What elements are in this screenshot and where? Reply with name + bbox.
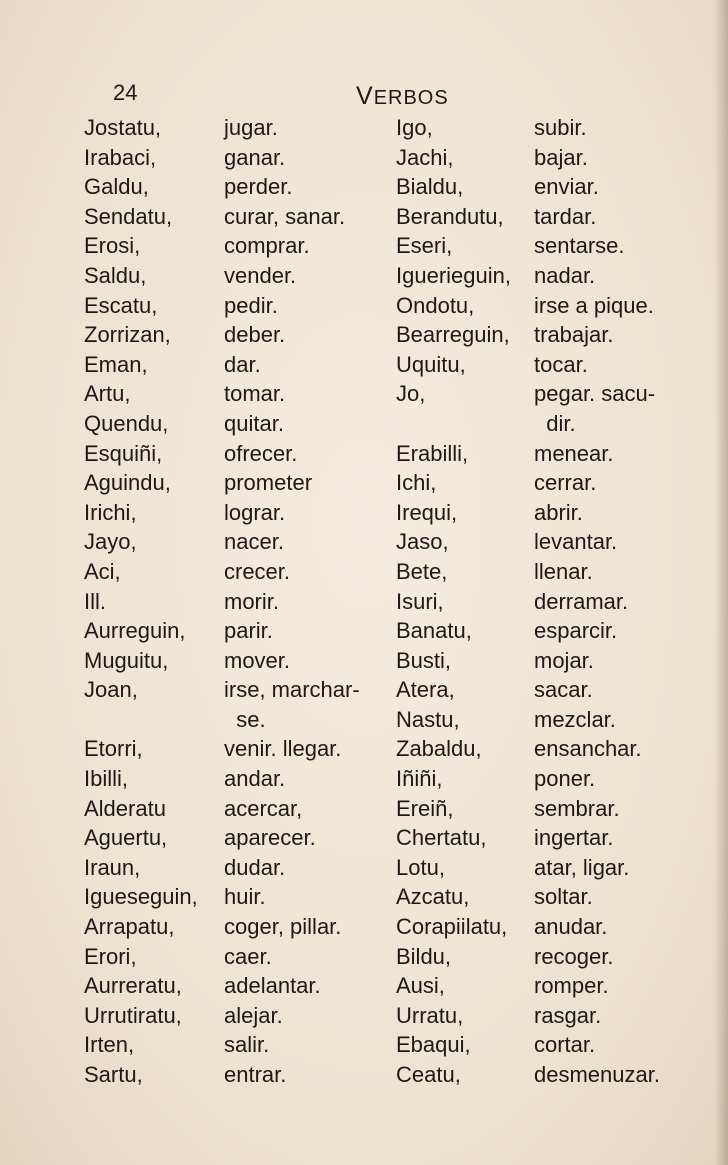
spanish-meaning: sentarse. [534, 233, 625, 259]
spanish-meaning: nacer. [224, 529, 284, 555]
basque-term: Aurreguin, [84, 618, 186, 644]
basque-term: Ichi, [396, 470, 437, 496]
basque-term: Berandutu, [396, 203, 504, 229]
spanish-meaning: menear. [534, 440, 614, 466]
spanish-meaning: tocar. [534, 351, 588, 377]
basque-term [84, 705, 198, 735]
spanish-meaning: nadar. [534, 262, 596, 288]
left-meanings-column [224, 113, 360, 1090]
spanish-meaning: venir. llegar. [224, 736, 342, 762]
basque-term: Ceatu, [396, 1062, 461, 1087]
page-number: 24 [113, 80, 138, 105]
basque-term: Jostatu, [84, 115, 162, 140]
spanish-meaning: bajar. [534, 144, 588, 170]
spanish-meaning: perder. [224, 174, 293, 200]
spanish-meaning: romper. [534, 973, 609, 999]
spanish-meaning: enviar. [534, 174, 599, 200]
basque-term: Uquitu, [396, 351, 466, 377]
spanish-meaning: comprar. [224, 233, 310, 259]
spanish-meaning: ganar. [224, 144, 286, 170]
basque-term: Zabaldu, [396, 736, 482, 762]
spanish-meaning: llenar. [534, 558, 593, 584]
spanish-meaning: esparcir. [534, 618, 618, 644]
basque-term: Irabaci, [84, 144, 157, 170]
basque-term: Atera, [396, 677, 455, 703]
spanish-meaning: cortar. [534, 1032, 596, 1058]
basque-term: Eseri, [396, 233, 453, 259]
spanish-meaning: jugar. [224, 115, 278, 140]
running-title [356, 82, 449, 111]
basque-term: Erori, [84, 943, 137, 969]
spanish-meaning: levantar. [534, 529, 618, 555]
basque-term: Joan, [84, 677, 138, 703]
basque-term [396, 409, 511, 439]
basque-term: Azcatu, [396, 884, 470, 910]
spanish-meaning: soltar. [534, 884, 593, 910]
spanish-meaning: deber. [224, 322, 286, 348]
basque-term: Bialdu, [396, 174, 464, 200]
right-meanings-column [534, 113, 660, 1090]
spanish-meaning: coger, pillar. [224, 914, 342, 940]
basque-term: Erosi, [84, 233, 141, 259]
basque-term: Urrutiratu, [84, 1002, 182, 1028]
basque-term: Ondotu, [396, 292, 475, 318]
spanish-meaning: tardar. [534, 203, 597, 229]
basque-term: Sendatu, [84, 203, 173, 229]
spanish-meaning: andar. [224, 766, 286, 792]
spanish-meaning: abrir. [534, 499, 583, 525]
basque-term: Arrapatu, [84, 914, 175, 940]
spanish-meaning: vender. [224, 262, 297, 288]
spanish-meaning: subir. [534, 115, 587, 140]
left-terms-column [84, 113, 198, 1090]
basque-term: Igo, [396, 115, 433, 140]
spanish-meaning: crecer. [224, 558, 291, 584]
basque-term: Irequi, [396, 499, 458, 525]
spanish-meaning: tomar. [224, 381, 286, 407]
basque-term: Ausi, [396, 973, 445, 999]
spanish-meaning: parir. [224, 618, 273, 644]
basque-term: Bildu, [396, 943, 452, 969]
spanish-meaning: se. [224, 706, 266, 732]
basque-term: Irichi, [84, 499, 137, 525]
spanish-meaning: ingertar. [534, 825, 614, 851]
basque-term: Alderatu [84, 795, 166, 821]
basque-term: Escatu, [84, 292, 158, 318]
spanish-meaning: morir. [224, 588, 279, 614]
basque-term: Iñiñi, [396, 766, 443, 792]
spanish-meaning: dar. [224, 351, 261, 377]
basque-term: Busti, [396, 647, 452, 673]
basque-term: Eman, [84, 351, 148, 377]
basque-term: Sartu, [84, 1062, 143, 1087]
basque-term: Etorri, [84, 736, 143, 762]
spanish-meaning: salir. [224, 1032, 270, 1058]
basque-term: Quendu, [84, 410, 169, 436]
spanish-meaning: entrar. [224, 1062, 287, 1087]
basque-term: Bete, [396, 558, 448, 584]
basque-term: Jachi, [396, 144, 454, 170]
basque-term: Aci, [84, 558, 121, 584]
spanish-meaning: sembrar. [534, 795, 620, 821]
spanish-meaning: lograr. [224, 499, 286, 525]
spanish-meaning: mover. [224, 647, 291, 673]
spanish-meaning: cerrar. [534, 470, 597, 496]
basque-term: Nastu, [396, 706, 460, 732]
spanish-meaning: alejar. [224, 1002, 283, 1028]
spanish-meaning: derramar. [534, 588, 629, 614]
basque-term: Ereiñ, [396, 795, 454, 821]
spanish-meaning: aparecer. [224, 825, 316, 851]
basque-term: Aguindu, [84, 470, 171, 496]
basque-term: Artu, [84, 381, 131, 407]
basque-term: Zorrizan, [84, 322, 171, 348]
spanish-meaning: pegar. sacu- [534, 381, 656, 407]
basque-term: Muguitu, [84, 647, 169, 673]
spanish-meaning: desmenuzar. [534, 1062, 660, 1087]
basque-term: Lotu, [396, 854, 445, 880]
basque-term: Esquiñi, [84, 440, 163, 466]
spanish-meaning: poner. [534, 766, 596, 792]
basque-term: Igueseguin, [84, 884, 198, 910]
spanish-meaning: irse a pique. [534, 292, 654, 318]
basque-term: Irten, [84, 1032, 135, 1058]
basque-term: Isuri, [396, 588, 444, 614]
basque-term: Jo, [396, 381, 426, 407]
spanish-meaning: rasgar. [534, 1002, 602, 1028]
spanish-meaning: dir. [534, 410, 576, 436]
basque-term: Jayo, [84, 529, 137, 555]
basque-term: Iguerieguin, [396, 262, 511, 288]
spanish-meaning: atar, ligar. [534, 854, 630, 880]
spanish-meaning: recoger. [534, 943, 614, 969]
basque-term: Ill. [84, 588, 106, 614]
basque-term: Corapiilatu, [396, 914, 508, 940]
spanish-meaning: curar, sanar. [224, 203, 346, 229]
spanish-meaning: trabajar. [534, 322, 614, 348]
spanish-meaning: ensanchar. [534, 736, 642, 762]
spanish-meaning: acercar, [224, 795, 303, 821]
spanish-meaning: adelantar. [224, 973, 321, 999]
spanish-meaning: mojar. [534, 647, 594, 673]
spanish-meaning: dudar. [224, 854, 286, 880]
spanish-meaning: quitar. [224, 410, 284, 436]
spanish-meaning: anudar. [534, 914, 608, 940]
spanish-meaning: prometer [224, 470, 313, 496]
page-edge-shadow [714, 0, 728, 1165]
basque-term: Jaso, [396, 529, 449, 555]
spanish-meaning: irse, marchar- [224, 677, 360, 703]
right-terms-column [396, 113, 511, 1090]
spanish-meaning: mezclar. [534, 706, 616, 732]
spanish-meaning: huir. [224, 884, 266, 910]
basque-term: Erabilli, [396, 440, 469, 466]
basque-term: Chertatu, [396, 825, 487, 851]
spanish-meaning: pedir. [224, 292, 278, 318]
basque-term: Banatu, [396, 618, 472, 644]
basque-term: Ibilli, [84, 766, 129, 792]
spanish-meaning: sacar. [534, 677, 593, 703]
basque-term: Ebaqui, [396, 1032, 471, 1058]
basque-term: Aguertu, [84, 825, 168, 851]
basque-term: Urratu, [396, 1002, 464, 1028]
basque-term: Bearreguin, [396, 322, 510, 348]
basque-term: Aurreratu, [84, 973, 182, 999]
basque-term: Saldu, [84, 262, 147, 288]
spanish-meaning: ofrecer. [224, 440, 298, 466]
spanish-meaning: caer. [224, 943, 272, 969]
running-title-initial: V [356, 82, 374, 110]
basque-term: Iraun, [84, 854, 141, 880]
running-title-rest: ERBOS [373, 87, 449, 109]
basque-term: Galdu, [84, 174, 149, 200]
